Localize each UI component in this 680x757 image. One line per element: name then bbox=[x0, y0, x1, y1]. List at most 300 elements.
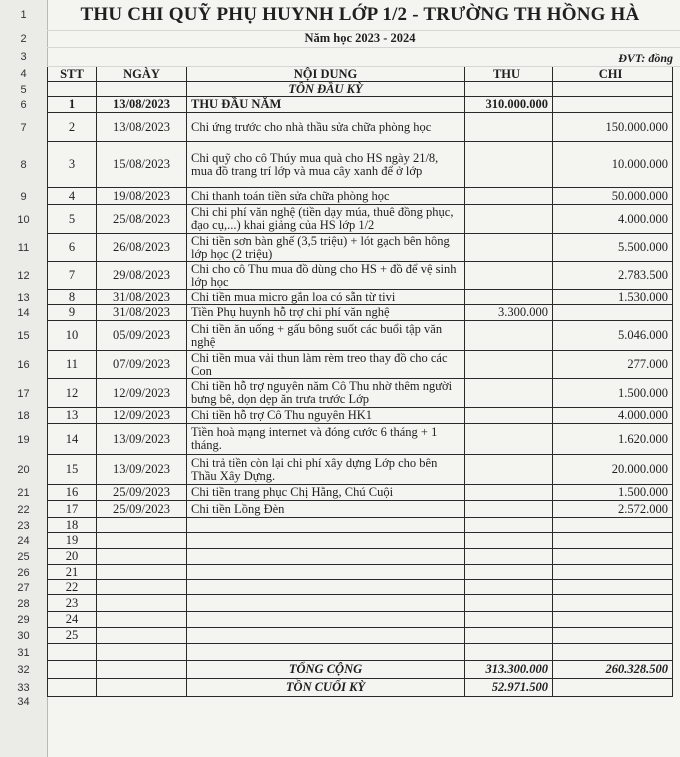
entry-stt[interactable] bbox=[47, 580, 97, 595]
entry-date[interactable] bbox=[97, 580, 187, 595]
row-number[interactable]: 21 bbox=[17, 487, 30, 499]
entry-stt[interactable] bbox=[47, 113, 97, 142]
entry-content[interactable] bbox=[187, 549, 465, 565]
header-stt[interactable] bbox=[47, 66, 97, 82]
entry-expense-text: 1.500.000 bbox=[618, 485, 668, 499]
row-number[interactable]: 29 bbox=[17, 614, 30, 626]
closing-date[interactable] bbox=[97, 679, 187, 697]
entry-date[interactable] bbox=[97, 321, 187, 351]
row-number[interactable]: 13 bbox=[17, 291, 30, 304]
row-number[interactable]: 5 bbox=[20, 83, 27, 96]
gridline bbox=[47, 47, 680, 48]
entry-date[interactable] bbox=[97, 113, 187, 142]
sheet-row bbox=[0, 379, 680, 408]
entry-expense[interactable] bbox=[553, 501, 673, 518]
header-expense-text: CHI bbox=[598, 66, 623, 81]
opening-expense[interactable] bbox=[553, 82, 673, 97]
entry-date-text: 05/09/2023 bbox=[113, 328, 170, 342]
row-number[interactable]: 31 bbox=[17, 646, 30, 659]
entry-date-text: 31/08/2023 bbox=[113, 290, 170, 304]
entry-date[interactable] bbox=[97, 533, 187, 549]
entry-stt-text: 23 bbox=[65, 595, 79, 610]
entry-stt[interactable] bbox=[47, 424, 97, 455]
sheet-row bbox=[0, 30, 680, 47]
sheet-title: THU CHI QUỸ PHỤ HUYNH LỚP 1/2 - TRƯỜNG TH HỒNG HÀ bbox=[80, 4, 640, 25]
entry-expense[interactable] bbox=[553, 321, 673, 351]
header-date[interactable] bbox=[97, 66, 187, 82]
entry-content[interactable] bbox=[187, 351, 465, 379]
entry-income[interactable] bbox=[465, 305, 553, 321]
entry-stt[interactable] bbox=[47, 290, 97, 305]
sheet-row bbox=[0, 321, 680, 351]
entry-content[interactable] bbox=[187, 205, 465, 234]
sheet-row bbox=[0, 580, 680, 595]
entry-expense[interactable] bbox=[553, 518, 673, 533]
entry-stt-text: 21 bbox=[65, 565, 79, 579]
row-number[interactable]: 27 bbox=[17, 581, 30, 594]
sheet-row bbox=[0, 628, 680, 644]
entry-stt[interactable] bbox=[47, 485, 97, 501]
sheet-row bbox=[0, 424, 680, 455]
entry-expense[interactable] bbox=[553, 113, 673, 142]
entry-expense-text: 1.500.000 bbox=[618, 385, 668, 400]
entry-content[interactable] bbox=[187, 379, 465, 408]
gridline bbox=[47, 66, 680, 67]
entry-income[interactable] bbox=[465, 97, 553, 113]
entry-expense-text: 50.000.000 bbox=[611, 188, 668, 203]
entry-content[interactable] bbox=[187, 290, 465, 305]
entry-expense[interactable] bbox=[553, 262, 673, 290]
entry-date[interactable] bbox=[97, 97, 187, 113]
entry-content-text: Chi chi phí văn nghệ (tiền dạy múa, thuê đồng phục, đạo cụ,...) khai giảng của HS lớp 1/2 bbox=[191, 205, 454, 232]
entry-income[interactable] bbox=[465, 549, 553, 565]
entry-content[interactable] bbox=[187, 580, 465, 595]
entry-content-text: Chi tiền sơn bàn ghế (3,5 triệu) + lót gạch bên hông lớp học (2 triệu) bbox=[191, 234, 450, 261]
entry-income[interactable] bbox=[465, 142, 553, 188]
entry-content-text: Chi cho cô Thu mua đồ dùng cho HS + đồ để vệ sinh lớp học bbox=[191, 262, 457, 289]
sheet-row bbox=[0, 501, 680, 518]
entry-expense[interactable] bbox=[553, 305, 673, 321]
row-number[interactable]: 7 bbox=[20, 121, 27, 134]
entry-stt[interactable] bbox=[47, 351, 97, 379]
entry-content[interactable] bbox=[187, 612, 465, 628]
entry-stt-text: 7 bbox=[68, 268, 76, 282]
entry-content[interactable] bbox=[187, 533, 465, 549]
entry-content-text: Chi tiền Lồng Đèn bbox=[191, 501, 285, 516]
entry-date[interactable] bbox=[97, 565, 187, 580]
row-number[interactable]: 23 bbox=[17, 519, 30, 532]
entry-stt-text: 2 bbox=[68, 119, 76, 134]
row-number[interactable]: 4 bbox=[20, 68, 27, 80]
entry-content[interactable] bbox=[187, 97, 465, 113]
row-number[interactable]: 34 bbox=[17, 696, 30, 708]
sheet-row bbox=[0, 612, 680, 628]
entry-income[interactable] bbox=[465, 612, 553, 628]
row-number[interactable]: 30 bbox=[17, 630, 30, 642]
closing-expense[interactable] bbox=[553, 679, 673, 697]
row-number[interactable]: 24 bbox=[17, 535, 30, 547]
unit-label: ĐVT: đồng bbox=[618, 51, 673, 65]
entry-content[interactable] bbox=[187, 595, 465, 612]
entry-income[interactable] bbox=[465, 565, 553, 580]
entry-date[interactable] bbox=[97, 234, 187, 262]
entry-stt-text: 5 bbox=[68, 211, 76, 226]
entry-date[interactable] bbox=[97, 424, 187, 455]
total-income-text: 313.300.000 bbox=[485, 662, 548, 676]
entry-expense[interactable] bbox=[553, 455, 673, 485]
entry-expense[interactable] bbox=[553, 485, 673, 501]
entry-stt[interactable] bbox=[47, 549, 97, 565]
entry-date[interactable] bbox=[97, 518, 187, 533]
entry-stt-text: 3 bbox=[68, 157, 76, 171]
entry-date-text: 13/08/2023 bbox=[113, 119, 170, 134]
entry-stt-text: 8 bbox=[68, 290, 76, 304]
entry-date-text: 25/09/2023 bbox=[113, 485, 170, 499]
entry-content[interactable] bbox=[187, 628, 465, 644]
entry-stt[interactable] bbox=[47, 595, 97, 612]
entry-income[interactable] bbox=[465, 262, 553, 290]
entry-income[interactable] bbox=[465, 205, 553, 234]
entry-expense[interactable] bbox=[553, 533, 673, 549]
entry-date[interactable] bbox=[97, 549, 187, 565]
entry-date-text: 19/08/2023 bbox=[113, 188, 170, 203]
entry-stt[interactable] bbox=[47, 188, 97, 205]
total-label-text: TỔNG CỘNG bbox=[288, 662, 363, 676]
entry-content[interactable] bbox=[187, 305, 465, 321]
entry-stt-text: 13 bbox=[65, 408, 79, 422]
entry-date-text: 13/09/2023 bbox=[113, 462, 170, 476]
entry-expense-text: 5.500.000 bbox=[618, 240, 668, 254]
entry-content-text: Tiền hoà mạng internet và đóng cước 6 tháng + 1 tháng. bbox=[191, 425, 438, 452]
sheet-row bbox=[0, 697, 680, 707]
entry-income[interactable] bbox=[465, 424, 553, 455]
header-date-text: NGÀY bbox=[123, 66, 160, 81]
entry-date[interactable] bbox=[97, 290, 187, 305]
row-number[interactable]: 15 bbox=[17, 330, 30, 342]
entry-expense-text: 10.000.000 bbox=[611, 157, 668, 171]
sheet-row bbox=[0, 661, 680, 679]
entry-income-text: 3.300.000 bbox=[498, 305, 548, 319]
entry-expense-text: 150.000.000 bbox=[605, 119, 668, 134]
entry-expense-text: 1.620.000 bbox=[618, 431, 668, 446]
entry-date-text: 12/09/2023 bbox=[113, 385, 170, 400]
header-content-text: NỘI DUNG bbox=[293, 66, 358, 81]
entry-date[interactable] bbox=[97, 595, 187, 612]
entry-income[interactable] bbox=[465, 533, 553, 549]
entry-stt[interactable] bbox=[47, 321, 97, 351]
row-number[interactable]: 33 bbox=[17, 682, 30, 694]
total-label[interactable] bbox=[187, 661, 465, 679]
entry-date[interactable] bbox=[97, 628, 187, 644]
entry-expense[interactable] bbox=[553, 205, 673, 234]
entry-content-text: Chi quỹ cho cô Thúy mua quà cho HS ngày 21/8, mua đồ trang trí lớp và mua cây xanh để ở lớp bbox=[191, 150, 439, 178]
entry-stt[interactable] bbox=[47, 455, 97, 485]
entry-date-text: 31/08/2023 bbox=[113, 305, 170, 319]
sheet-row bbox=[0, 351, 680, 379]
entry-stt[interactable] bbox=[47, 97, 97, 113]
header-stt-text: STT bbox=[60, 66, 84, 81]
entry-expense-text: 20.000.000 bbox=[611, 462, 668, 476]
entry-income[interactable] bbox=[465, 518, 553, 533]
row-number[interactable]: 20 bbox=[17, 464, 30, 476]
sheet-row bbox=[0, 679, 680, 697]
opening-label[interactable] bbox=[187, 82, 465, 97]
row-number[interactable]: 22 bbox=[17, 503, 30, 516]
total-expense[interactable] bbox=[553, 661, 673, 679]
sheet-row bbox=[0, 47, 680, 66]
entry-date-text: 15/08/2023 bbox=[113, 157, 170, 171]
entry-stt-text: 15 bbox=[65, 462, 79, 476]
entry-content-text: THU ĐẦU NĂM bbox=[191, 97, 282, 111]
entry-income[interactable] bbox=[465, 580, 553, 595]
entry-content[interactable] bbox=[187, 565, 465, 580]
entry-stt-text: 17 bbox=[65, 501, 79, 516]
entry-date-text: 13/09/2023 bbox=[113, 431, 170, 446]
entry-stt[interactable] bbox=[47, 234, 97, 262]
row-number[interactable]: 18 bbox=[17, 410, 30, 422]
header-content[interactable] bbox=[187, 66, 465, 82]
closing-balance[interactable] bbox=[465, 679, 553, 697]
entry-expense[interactable] bbox=[553, 351, 673, 379]
closing-balance-text: 52.971.500 bbox=[491, 680, 548, 694]
entry-stt-text: 24 bbox=[65, 612, 79, 626]
entry-stt[interactable] bbox=[47, 612, 97, 628]
entry-date[interactable] bbox=[97, 205, 187, 234]
entry-income[interactable] bbox=[465, 321, 553, 351]
entry-expense[interactable] bbox=[553, 612, 673, 628]
entry-stt-text: 22 bbox=[65, 580, 79, 594]
entry-expense[interactable] bbox=[553, 234, 673, 262]
entry-income[interactable] bbox=[465, 234, 553, 262]
entry-expense-text: 5.046.000 bbox=[618, 328, 668, 342]
row-number[interactable]: 2 bbox=[20, 32, 27, 45]
entry-date[interactable] bbox=[97, 142, 187, 188]
entry-stt[interactable] bbox=[47, 565, 97, 580]
entry-stt-text: 18 bbox=[65, 518, 79, 532]
sheet-row bbox=[0, 644, 680, 661]
entry-stt[interactable] bbox=[47, 205, 97, 234]
entry-stt[interactable] bbox=[47, 379, 97, 408]
entry-content[interactable] bbox=[187, 262, 465, 290]
entry-expense[interactable] bbox=[553, 379, 673, 408]
entry-income[interactable] bbox=[465, 113, 553, 142]
entry-content[interactable] bbox=[187, 234, 465, 262]
entry-expense[interactable] bbox=[553, 97, 673, 113]
entry-content[interactable] bbox=[187, 113, 465, 142]
entry-expense[interactable] bbox=[553, 580, 673, 595]
closing-stt[interactable] bbox=[47, 679, 97, 697]
entry-expense[interactable] bbox=[553, 628, 673, 644]
sheet-row bbox=[0, 188, 680, 205]
entry-expense[interactable] bbox=[553, 565, 673, 580]
row-number[interactable]: 14 bbox=[17, 307, 30, 319]
entry-income[interactable] bbox=[465, 408, 553, 424]
entry-date-text: 25/09/2023 bbox=[113, 501, 170, 516]
row-number[interactable]: 16 bbox=[17, 359, 30, 371]
entry-date[interactable] bbox=[97, 262, 187, 290]
opening-label-text: TỒN ĐẦU KỲ bbox=[288, 82, 363, 96]
sheet-row bbox=[0, 97, 680, 113]
header-income-text: THU bbox=[492, 66, 521, 81]
entry-expense[interactable] bbox=[553, 290, 673, 305]
sheet-row bbox=[0, 549, 680, 565]
blank-cell[interactable] bbox=[97, 644, 187, 661]
total-stt[interactable] bbox=[47, 661, 97, 679]
entry-income[interactable] bbox=[465, 501, 553, 518]
row-number[interactable]: 26 bbox=[17, 566, 30, 579]
entry-income-text: 310.000.000 bbox=[485, 97, 548, 111]
total-income[interactable] bbox=[465, 661, 553, 679]
entry-income[interactable] bbox=[465, 485, 553, 501]
entry-content-text: Chi tiền ăn uống + gấu bông suốt các buổi tập văn nghệ bbox=[191, 321, 443, 349]
entry-content-text: Tiền Phụ huynh hỗ trợ chi phí văn nghệ bbox=[191, 305, 390, 319]
sheet-row bbox=[0, 234, 680, 262]
opening-income[interactable] bbox=[465, 82, 553, 97]
row-number[interactable]: 28 bbox=[17, 597, 30, 610]
sheet-row bbox=[0, 66, 680, 82]
entry-date[interactable] bbox=[97, 501, 187, 518]
entry-stt[interactable] bbox=[47, 533, 97, 549]
entry-date[interactable] bbox=[97, 305, 187, 321]
entry-content[interactable] bbox=[187, 188, 465, 205]
entry-content[interactable] bbox=[187, 424, 465, 455]
header-expense[interactable] bbox=[553, 66, 673, 82]
entry-stt-text: 9 bbox=[68, 305, 76, 319]
entry-expense-text: 1.530.000 bbox=[618, 290, 668, 304]
entry-stt-text: 19 bbox=[65, 533, 79, 547]
entry-stt[interactable] bbox=[47, 262, 97, 290]
row-number[interactable]: 32 bbox=[17, 664, 30, 676]
sheet-row bbox=[0, 518, 680, 533]
entry-stt[interactable] bbox=[47, 628, 97, 644]
opening-stt[interactable] bbox=[47, 82, 97, 97]
entry-income[interactable] bbox=[465, 455, 553, 485]
entry-content-text: Chi tiền mua micro gắn loa có sẵn từ tivi bbox=[191, 290, 396, 304]
row-number[interactable]: 25 bbox=[17, 551, 30, 563]
entry-stt-text: 25 bbox=[65, 628, 79, 642]
entry-date[interactable] bbox=[97, 379, 187, 408]
entry-income[interactable] bbox=[465, 351, 553, 379]
row-number[interactable]: 3 bbox=[20, 50, 27, 63]
entry-stt-text: 16 bbox=[65, 485, 79, 499]
entry-date[interactable] bbox=[97, 408, 187, 424]
entry-stt[interactable] bbox=[47, 305, 97, 321]
sheet-row bbox=[0, 262, 680, 290]
entry-content[interactable] bbox=[187, 321, 465, 351]
row-number[interactable]: 8 bbox=[20, 159, 27, 171]
entry-stt[interactable] bbox=[47, 142, 97, 188]
row-number[interactable]: 12 bbox=[17, 270, 30, 282]
entry-expense-text: 2.572.000 bbox=[618, 501, 668, 516]
closing-label-text: TỒN CUỐI KỲ bbox=[285, 680, 366, 694]
row-number[interactable]: 17 bbox=[17, 387, 30, 400]
entry-income[interactable] bbox=[465, 628, 553, 644]
blank-cell[interactable] bbox=[465, 644, 553, 661]
entry-content-text: Chi tiền hỗ trợ nguyên năm Cô Thu nhờ thêm người bưng bê, dọn dẹp ăn trưa trước Lớp bbox=[191, 379, 453, 406]
entry-content[interactable] bbox=[187, 142, 465, 188]
entry-date[interactable] bbox=[97, 455, 187, 485]
entry-stt-text: 20 bbox=[65, 549, 79, 563]
entry-stt-text: 14 bbox=[65, 431, 79, 446]
entry-date[interactable] bbox=[97, 188, 187, 205]
entry-expense[interactable] bbox=[553, 595, 673, 612]
opening-date[interactable] bbox=[97, 82, 187, 97]
entry-date-text: 12/09/2023 bbox=[113, 408, 170, 422]
entry-stt[interactable] bbox=[47, 408, 97, 424]
row-number[interactable]: 11 bbox=[17, 242, 30, 254]
entry-income[interactable] bbox=[465, 290, 553, 305]
sheet-row bbox=[0, 408, 680, 424]
closing-label[interactable] bbox=[187, 679, 465, 697]
row-number[interactable]: 9 bbox=[20, 190, 27, 203]
entry-expense-text: 4.000.000 bbox=[618, 211, 668, 226]
blank-cell[interactable] bbox=[47, 644, 97, 661]
entry-content[interactable] bbox=[187, 518, 465, 533]
row-number[interactable]: 19 bbox=[17, 433, 30, 446]
total-expense-text: 260.328.500 bbox=[605, 662, 668, 676]
row-number[interactable]: 6 bbox=[20, 99, 27, 111]
entry-content[interactable] bbox=[187, 455, 465, 485]
sheet-row bbox=[0, 565, 680, 580]
entry-content-text: Chi tiền mua vải thun làm rèm treo thay đồ cho các Con bbox=[191, 351, 448, 378]
entry-expense[interactable] bbox=[553, 549, 673, 565]
entry-stt-text: 10 bbox=[65, 328, 79, 342]
entry-expense[interactable] bbox=[553, 142, 673, 188]
entry-content-text: Chi trả tiền còn lại chi phí xây dựng Lớp cho bên Thầu Xây Dựng. bbox=[191, 455, 438, 483]
sheet-row bbox=[0, 533, 680, 549]
entry-income[interactable] bbox=[465, 379, 553, 408]
blank-cell[interactable] bbox=[187, 644, 465, 661]
sheet-row bbox=[0, 485, 680, 501]
entry-content[interactable] bbox=[187, 501, 465, 518]
header-income[interactable] bbox=[465, 66, 553, 82]
entry-date-text: 13/08/2023 bbox=[113, 97, 170, 111]
entry-date-text: 29/08/2023 bbox=[113, 268, 170, 282]
entry-content-text: Chi tiền hỗ trợ Cô Thu nguyên HK1 bbox=[191, 408, 373, 422]
school-year: Năm học 2023 - 2024 bbox=[304, 31, 416, 45]
entry-expense[interactable] bbox=[553, 188, 673, 205]
entry-stt[interactable] bbox=[47, 518, 97, 533]
sheet-row bbox=[0, 142, 680, 188]
sheet-row bbox=[0, 82, 680, 97]
sheet-row bbox=[0, 455, 680, 485]
entry-content-text: Chi thanh toán tiền sửa chữa phòng học bbox=[191, 188, 390, 203]
entry-expense-text: 4.000.000 bbox=[618, 408, 668, 422]
entry-date-text: 07/09/2023 bbox=[113, 357, 170, 371]
entry-expense-text: 2.783.500 bbox=[618, 268, 668, 282]
entry-income[interactable] bbox=[465, 595, 553, 612]
total-date[interactable] bbox=[97, 661, 187, 679]
entry-date[interactable] bbox=[97, 351, 187, 379]
entry-stt[interactable] bbox=[47, 501, 97, 518]
sheet-row bbox=[0, 113, 680, 142]
entry-content[interactable] bbox=[187, 408, 465, 424]
entry-expense[interactable] bbox=[553, 424, 673, 455]
entry-expense[interactable] bbox=[553, 408, 673, 424]
entry-date-text: 26/08/2023 bbox=[113, 240, 170, 254]
entry-content[interactable] bbox=[187, 485, 465, 501]
entry-date[interactable] bbox=[97, 485, 187, 501]
entry-income[interactable] bbox=[465, 188, 553, 205]
entry-stt-text: 12 bbox=[65, 385, 79, 400]
blank-cell[interactable] bbox=[553, 644, 673, 661]
entry-stt-text: 11 bbox=[65, 357, 79, 371]
sheet-row bbox=[0, 205, 680, 234]
row-number[interactable]: 1 bbox=[20, 9, 27, 21]
entry-date-text: 25/08/2023 bbox=[113, 211, 170, 226]
entry-date[interactable] bbox=[97, 612, 187, 628]
row-number[interactable]: 10 bbox=[17, 213, 30, 226]
